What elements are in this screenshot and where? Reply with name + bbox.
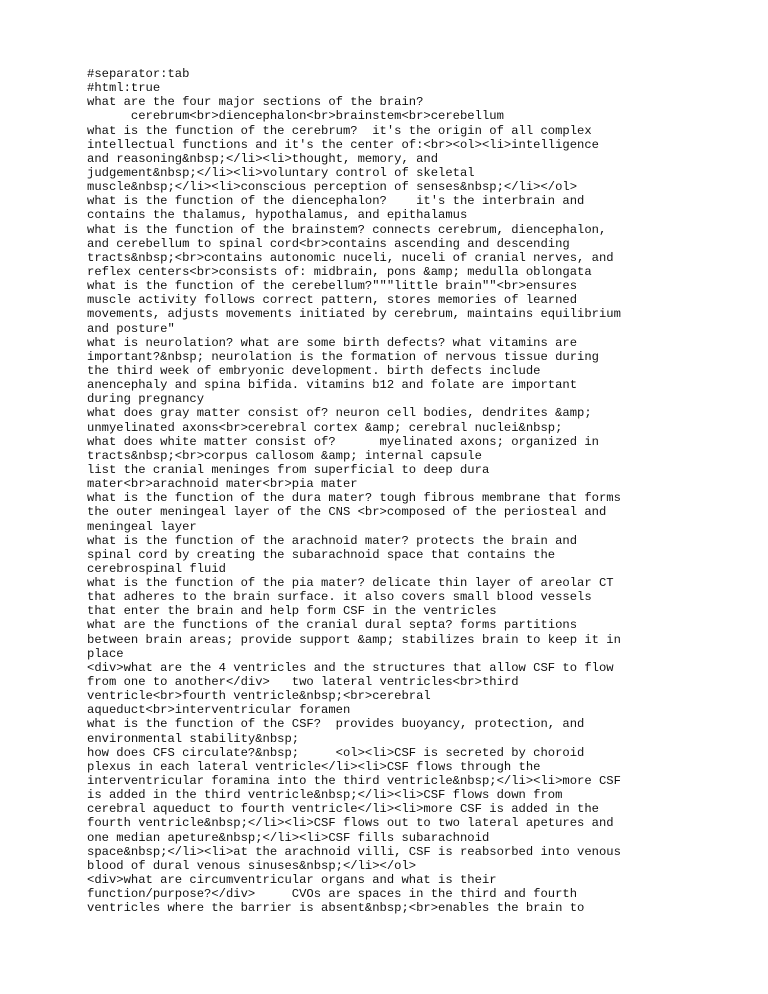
- text-line: muscle activity follows correct pattern, stores memories of learned: [87, 293, 578, 308]
- text-line: judgement&nbsp;</li><li>voluntary control of skeletal: [87, 165, 475, 180]
- text-line: and cerebellum to spinal cord<br>contains ascending and descending: [87, 236, 570, 251]
- text-line: interventricular foramina into the third ventricle&nbsp;</li><li>more CSF: [87, 774, 621, 789]
- text-line: #separator:tab: [87, 67, 190, 81]
- text-line: cerebrum<br>diencephalon<br>brainstem<br>cerebellum: [87, 109, 504, 124]
- text-line: what is neurolation? what are some birth defects? what vitamins are: [87, 335, 578, 350]
- text-line: what is the function of the CSF? provides buoyancy, protection, and: [87, 717, 585, 732]
- text-line: blood of dural venous sinuses&nbsp;</li></ol>: [87, 858, 417, 873]
- text-line: the third week of embryonic development. birth defects include: [87, 363, 541, 378]
- text-line: cerebrospinal fluid: [87, 561, 226, 576]
- text-line: what does white matter consist of? myelinated axons; organized in: [87, 434, 599, 449]
- text-line: that adheres to the brain surface. it also covers small blood vessels: [87, 590, 592, 605]
- text-line: <div>what are the 4 ventricles and the structures that allow CSF to flow: [87, 660, 614, 675]
- text-line: contains the thalamus, hypothalamus, and epithalamus: [87, 208, 468, 223]
- text-line: what is the function of the brainstem? connects cerebrum, diencephalon,: [87, 222, 607, 237]
- text-line: and posture": [87, 321, 175, 336]
- document-text: [87, 67, 687, 915]
- text-line: what is the function of the cerebellum?"""little brain""<br>ensures: [87, 279, 578, 294]
- text-line: meningeal layer: [87, 519, 197, 534]
- text-line: what is the function of the pia mater? delicate thin layer of areolar CT: [87, 576, 614, 591]
- text-line: between brain areas; provide support &amp; stabilizes brain to keep it in: [87, 632, 621, 647]
- text-line: and reasoning&nbsp;</li><li>thought, memory, and: [87, 151, 439, 166]
- text-line: fourth ventricle&nbsp;</li><li>CSF flows out to two lateral apetures and: [87, 816, 614, 831]
- text-line: spinal cord by creating the subarachnoid space that contains the: [87, 547, 556, 562]
- text-line: ventricle<br>fourth ventricle&nbsp;<br>cerebral: [87, 689, 431, 704]
- text-line: how does CFS circulate?&nbsp; <ol><li>CSF is secreted by choroid: [87, 745, 585, 760]
- text-line: intellectual functions and it's the center of:<br><ol><li>intelligence: [87, 137, 599, 152]
- text-line: anencephaly and spina bifida. vitamins b12 and folate are important: [87, 378, 578, 393]
- text-line: what are the functions of the cranial dural septa? forms partitions: [87, 618, 578, 633]
- text-line: unmyelinated axons<br>cerebral cortex &amp; cerebral nuclei&nbsp;: [87, 420, 563, 435]
- text-line: from one to another</div> two lateral ventricles<br>third: [87, 675, 519, 690]
- text-line: important?&nbsp; neurolation is the formation of nervous tissue during: [87, 349, 599, 364]
- text-line: what is the function of the arachnoid mater? protects the brain and: [87, 533, 578, 548]
- text-line: space&nbsp;</li><li>at the arachnoid villi, CSF is reabsorbed into venous: [87, 844, 621, 859]
- text-line: environmental stability&nbsp;: [87, 731, 300, 746]
- text-line: cerebral aqueduct to fourth ventricle</li><li>more CSF is added in the: [87, 802, 599, 817]
- text-line: the outer meningeal layer of the CNS <br>composed of the periosteal and: [87, 505, 607, 520]
- text-line: movements, adjusts movements initiated by cerebrum, maintains equilibrium: [87, 307, 621, 322]
- text-line: <div>what are circumventricular organs and what is their: [87, 873, 497, 888]
- text-line: list the cranial meninges from superficial to deep dura: [87, 462, 490, 477]
- text-line: place: [87, 646, 124, 661]
- text-line: reflex centers<br>consists of: midbrain, pons &amp; medulla oblongata: [87, 264, 592, 279]
- text-line: what is the function of the cerebrum? it's the origin of all complex: [87, 123, 592, 138]
- text-line: what is the function of the diencephalon? it's the interbrain and: [87, 194, 585, 209]
- text-line: #html:true: [87, 81, 161, 96]
- text-line: muscle&nbsp;</li><li>conscious perception of senses&nbsp;</li></ol>: [87, 180, 578, 195]
- text-line: what is the function of the dura mater? tough fibrous membrane that forms: [87, 491, 621, 506]
- text-line: function/purpose?</div> CVOs are spaces in the third and fourth: [87, 887, 578, 902]
- text-line: plexus in each lateral ventricle</li><li>CSF flows through the: [87, 759, 541, 774]
- text-line: what does gray matter consist of? neuron cell bodies, dendrites &amp;: [87, 406, 592, 421]
- text-line: tracts&nbsp;<br>corpus callosom &amp; internal capsule: [87, 448, 482, 463]
- text-line: tracts&nbsp;<br>contains autonomic nuceli, nuceli of cranial nerves, and: [87, 250, 614, 265]
- text-line: ventricles where the barrier is absent&nbsp;<br>enables the brain to: [87, 901, 585, 916]
- text-line: aqueduct<br>interventricular foramen: [87, 703, 351, 718]
- text-line: is added in the third ventricle&nbsp;</li><li>CSF flows down from: [87, 788, 563, 803]
- text-line: that enter the brain and help form CSF in the ventricles: [87, 604, 497, 619]
- text-line: mater<br>arachnoid mater<br>pia mater: [87, 477, 358, 492]
- text-line: what are the four major sections of the brain?: [87, 95, 424, 110]
- text-line: during pregnancy: [87, 392, 205, 407]
- text-line: one median apeture&nbsp;</li><li>CSF fills subarachnoid: [87, 830, 490, 845]
